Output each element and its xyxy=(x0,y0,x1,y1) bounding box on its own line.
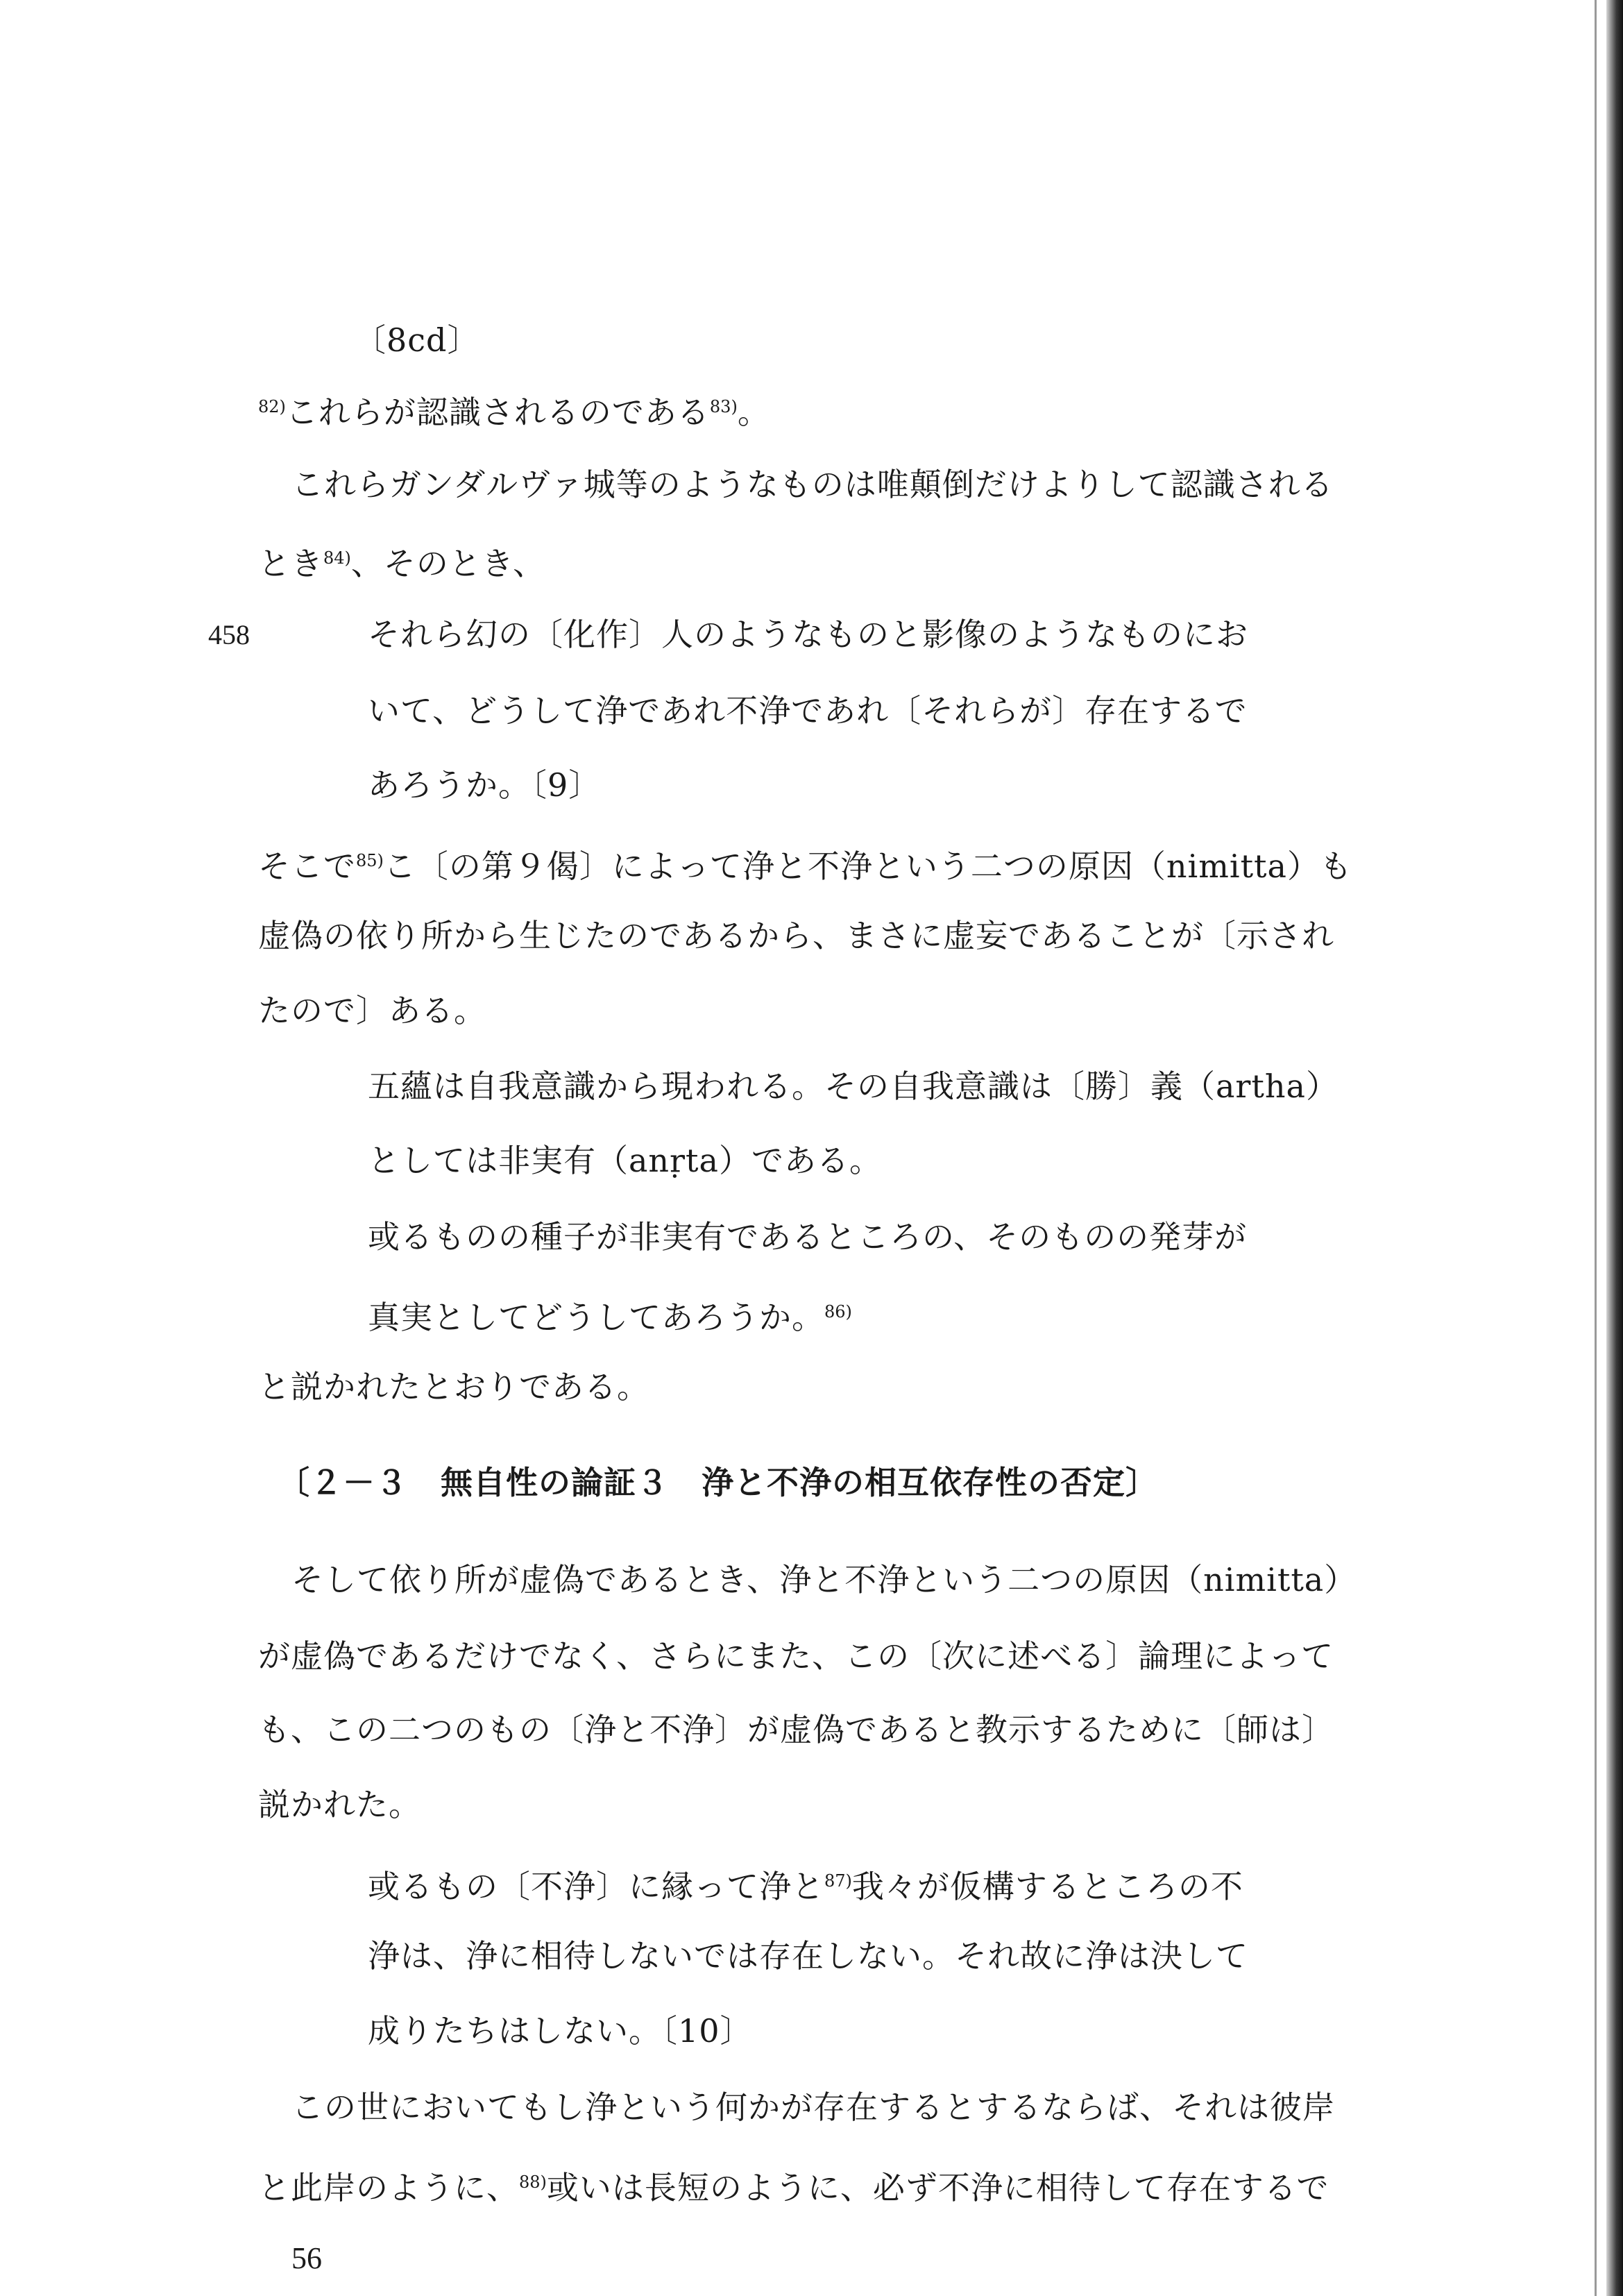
section-heading: 〔２－３ 無自性の論証３ 浄と不浄の相互依存性の否定〕 xyxy=(278,1464,1158,1501)
verse-line: 真実としてどうしてあろうか。$^{86)}$ xyxy=(368,1299,852,1336)
footnote-marker: 83) xyxy=(709,397,738,416)
text-line: と此岸のように、$^{88)}$或いは長短のように、必ず不浄に相待して存在するで xyxy=(258,2169,1329,2206)
verse-line: あろうか。〔9〕 xyxy=(368,766,602,804)
verse-line: としては非実有（anṛta）である。 xyxy=(368,1142,882,1179)
text-line: たので〕ある。 xyxy=(258,992,486,1029)
verse-line: それら幻の〔化作〕人のようなものと影像のようなものにお xyxy=(368,616,1248,653)
page-binding-edge xyxy=(1606,0,1623,2296)
verse-line: 成りたちはしない。〔10〕 xyxy=(368,2012,753,2050)
verse-ref-8cd: 〔8cd〕 xyxy=(354,321,480,359)
verse-line: いて、どうして浄であれ不浄であれ〔それらが〕存在するで xyxy=(368,692,1248,729)
text-line: と説かれたとおりである。 xyxy=(258,1368,649,1406)
footnote-marker: 82) xyxy=(258,397,286,416)
text-line: そこで$^{85)}$こ〔の第９偈〕によって浄と不浄という二つの原因（nimitta）も xyxy=(258,847,1352,885)
text-line: とき$^{84)}$、そのとき、 xyxy=(258,545,546,582)
text-line: この世においてもし浄という何かが存在するとするならば、それは彼岸 xyxy=(291,2088,1335,2126)
text-line: $^{82)}$これらが認識されるのである$^{83)}$。 xyxy=(258,394,770,431)
footnote-marker: 87) xyxy=(824,1871,852,1891)
text-line: これらガンダルヴァ城等のようなものは唯顛倒だけよりして認識される xyxy=(291,466,1334,503)
verse-line: 或るもの〔不浄〕に縁って浄と$^{87)}$我々が仮構するところの不 xyxy=(368,1868,1243,1905)
text-line: 虚偽の依り所から生じたのであるから、まさに虚妄であることが〔示され xyxy=(258,917,1334,954)
text-line: も、この二つのもの〔浄と不浄〕が虚偽であると教示するために〔師は〕 xyxy=(258,1711,1334,1748)
footnote-marker: 85) xyxy=(356,851,384,870)
page-binding-line xyxy=(1595,0,1597,2296)
footnote-marker: 86) xyxy=(824,1302,852,1322)
page-number: 56 xyxy=(291,2241,322,2275)
verse-line: 五蘊は自我意識から現われる。その自我意識は〔勝〕義（artha） xyxy=(368,1067,1339,1105)
margin-page-number: 458 xyxy=(208,619,250,650)
verse-line: 浄は、浄に相待しないでは存在しない。それ故に浄は決して xyxy=(368,1937,1248,1975)
text-line: そして依り所が虚偽であるとき、浄と不浄という二つの原因（nimitta） xyxy=(291,1561,1357,1598)
text-line: 説かれた。 xyxy=(258,1786,421,1823)
footnote-marker: 84) xyxy=(323,548,351,568)
text-line: が虚偽であるだけでなく、さらにまた、この〔次に述べる〕論理によって xyxy=(258,1637,1334,1675)
footnote-marker: 88) xyxy=(519,2172,547,2192)
verse-line: 或るものの種子が非実有であるところの、そのものの発芽が xyxy=(368,1218,1248,1256)
